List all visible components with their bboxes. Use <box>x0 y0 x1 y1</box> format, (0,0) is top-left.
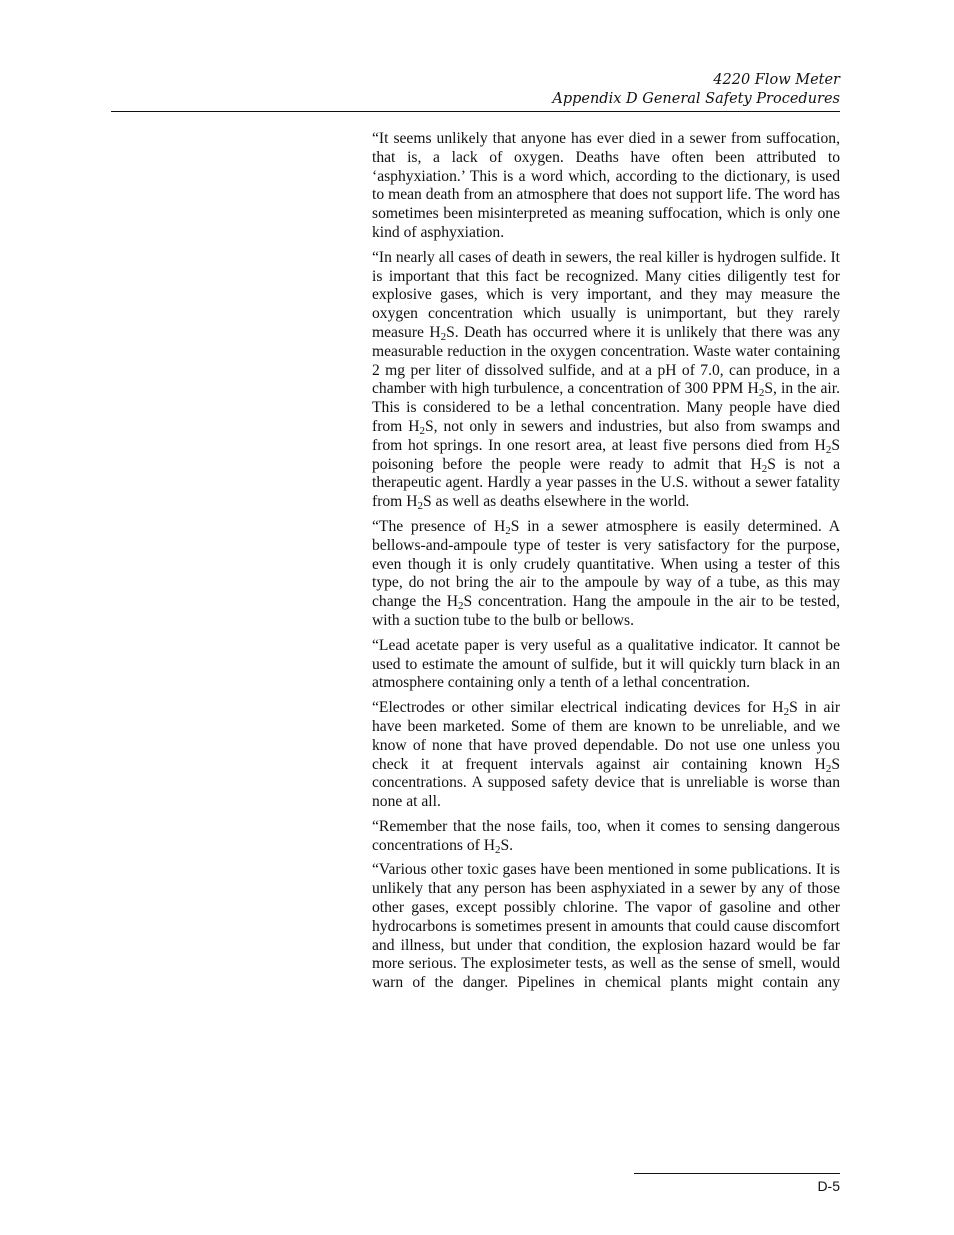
subscript: 2 <box>440 330 447 343</box>
text-run: “It seems unlikely that anyone has ever died in a sewer from suffocation, that is, a lack of oxygen. Deaths have often been attributed to ‘asphyxiation.’ This is a word which, according to the dictionary, is used to mean death from an atmosphere that does not support life. The word has sometimes been misinterpreted as meaning suffocation, which is only one kind of asphyxiation. <box>372 130 840 241</box>
subscript: 2 <box>761 462 768 475</box>
paragraph <box>372 861 840 993</box>
subscript: 2 <box>458 599 464 612</box>
text-run: “Remember that the nose fails, too, when it comes to sensing dangerous concentrations of H <box>372 817 840 854</box>
paragraph <box>372 699 840 812</box>
text-run: S, not only in sewers and industries, but also from swamps and from hot springs. In one resort area, at least five persons died from H <box>372 417 840 454</box>
subscript: 2 <box>825 443 832 456</box>
subscript: 2 <box>419 424 425 437</box>
subscript: 2 <box>825 762 832 775</box>
paragraph <box>372 249 840 512</box>
subscript: 2 <box>505 524 511 537</box>
text-run: “In nearly all cases of death in sewers, the real killer is hydrogen sulfide. It is important that this fact be recognized. Many cities diligently test for explosive gases, which is very important, and they may measure the oxygen concentration which usually is unimportant, but they rarely measure H <box>372 248 840 341</box>
subscript: 2 <box>758 387 765 400</box>
subscript: 2 <box>783 705 790 718</box>
paragraph <box>372 637 840 693</box>
text-run: “The presence of H <box>372 517 506 535</box>
text-run: “Various other toxic gases have been mentioned in some publications. It is unlikely that any person has been asphyxiated in a sewer by any of those other gases, except possibly chlorine. The vapor of gasoline and other hydrocarbons is sometimes present in amounts that could cause discomfort and illness, but under that condition, the explosion hazard would be far more serious. The explosimeter tests, as well as the sense of smell, would warn of the danger. Pipelines in chemical plants might contain any <box>372 861 840 992</box>
text-run: S is not a therapeutic agent. Hardly a year passes in the U.S. without a sewer fatality from H <box>372 455 840 511</box>
paragraph <box>372 518 840 631</box>
subscript: 2 <box>494 843 501 856</box>
footer-rule <box>634 1173 840 1174</box>
text-run: “Lead acetate paper is very useful as a qualitative indicator. It cannot be used to estimate the amount of sulfide, but it will quickly turn black in an atmosphere containing only a tenth of a lethal concentration. <box>372 636 840 692</box>
text-run: S, in the air. This is considered to be a lethal concentration. Many people have died from H <box>372 380 840 435</box>
text-run: “Electrodes or other similar electrical indicating devices for H <box>372 699 784 717</box>
running-header-section: Appendix D General Safety Procedures <box>552 91 840 107</box>
text-run: S poisoning before the people were ready to admit that H <box>372 436 840 473</box>
body-text <box>372 130 840 999</box>
subscript: 2 <box>417 499 423 512</box>
text-run: S in a sewer atmosphere is easily determined. A bellows-and-ampoule type of tester is very satisfactory for the purpose, even though it is only crudely quantitative. When using a tester of this type, do not bring the air to the ampoule by way of a tube, as this may change the H <box>372 517 840 611</box>
paragraph <box>372 130 840 243</box>
paragraph <box>372 818 840 856</box>
header-rule <box>111 111 840 112</box>
text-run: S. <box>500 836 514 854</box>
text-run: S as well as deaths elsewhere in the world. <box>422 493 690 511</box>
text-run: S concentration. Hang the ampoule in the air to be tested, with a suction tube to the bulb or bellows. <box>372 593 841 629</box>
page-number: D-5 <box>817 1178 840 1194</box>
running-header-title: 4220 Flow Meter <box>713 72 840 88</box>
text-run: S concentrations. A supposed safety device that is unreliable is worse than none at all. <box>372 755 840 811</box>
text-run: S in air have been marketed. Some of them are known to be unreliable, and we know of none that have proved dependable. Do not use one unless you check it at frequent intervals against air containing known H <box>372 699 841 773</box>
text-run: S. Death has occurred where it is unlikely that there was any measurable reduction in the oxygen concentration. Waste water containing 2 mg per liter of dissolved sulfide, and at a pH of 7.0, can produce, in a chamber with high turbulence, a concentration of 300 PPM H <box>372 323 840 398</box>
